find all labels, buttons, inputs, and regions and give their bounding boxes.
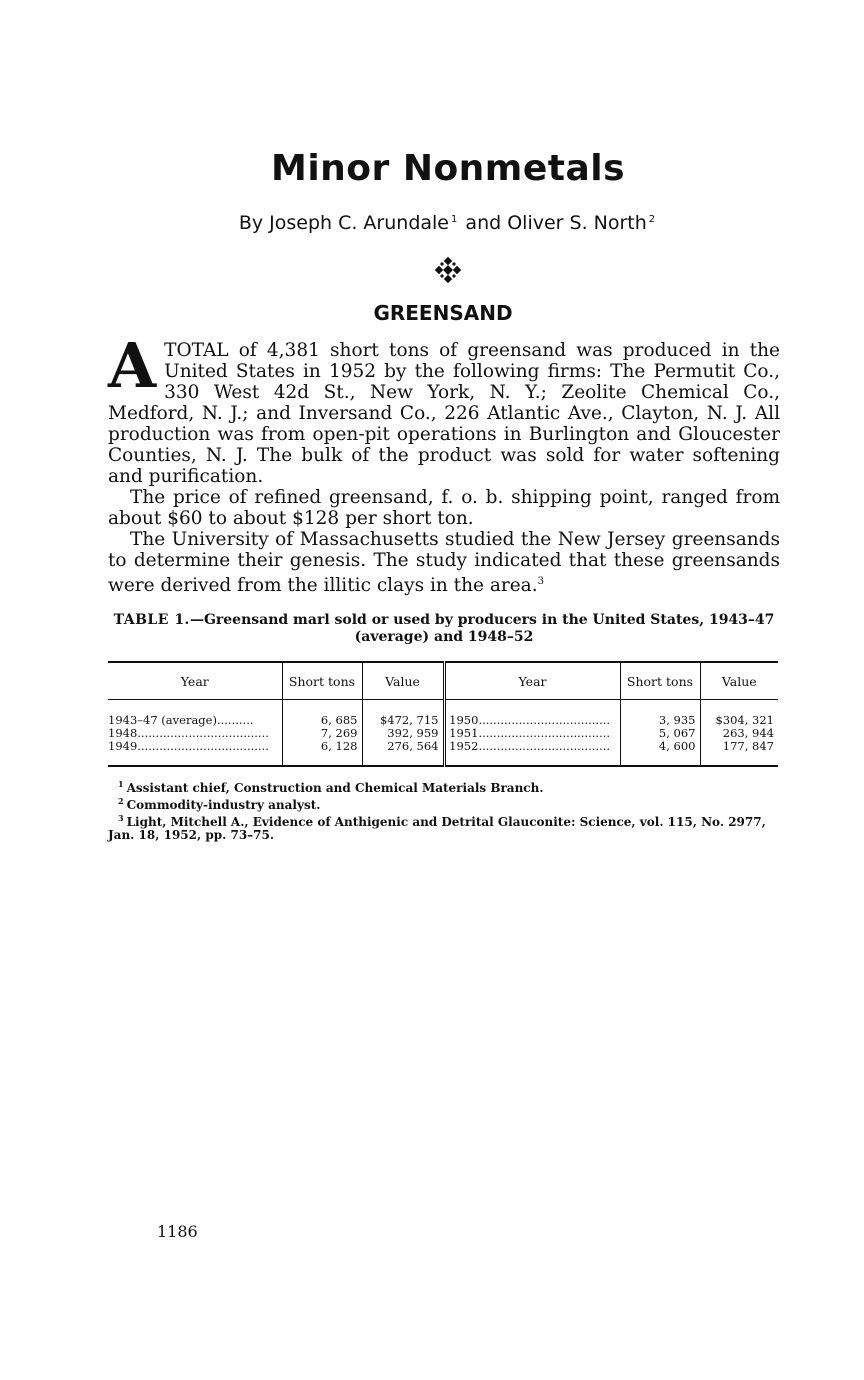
value-cell: 263, 944 [700,727,778,740]
value-cell: $304, 321 [700,700,778,728]
page-number: 1186 [157,1222,198,1241]
year-cell: 1948.................................... [108,726,269,740]
paragraph-1-text: TOTAL of 4,381 short tons of greensand was produced in the United States in 1952 by the following firms: The Permutit Co., 330 West 42d St., New York, N. Y.; Zeolite Chemical Co., Medford, N. J.; and Inversand Co., 226 Atlantic Ave., Clayton, N. J. All production was from open-pit operations in Burlington and Gloucester Counties, N. J. The bulk of the product was sold for water softening and purification. [108,340,780,487]
paragraph-3 [108,529,780,596]
header-value: Value [700,662,778,700]
footnote-ref-2: 2 [648,213,656,225]
short-tons-cell: 6, 128 [282,740,362,766]
short-tons-cell: 6, 685 [282,700,362,728]
year-cell: 1951.................................... [444,727,620,740]
greensand-table [108,661,778,767]
header-short-tons: Short tons [620,662,700,700]
year-cell: 1952.................................... [444,740,620,766]
page-title: Minor Nonmetals [271,148,625,189]
byline-author-2: and Oliver S. North [465,212,647,234]
footnote-ref-1: 1 [451,213,458,225]
short-tons-cell: 3, 935 [620,700,700,728]
header-value: Value [362,662,444,700]
section-heading: GREENSAND [373,301,513,325]
value-cell: 177, 847 [700,740,778,766]
footnotes [108,778,780,842]
table-caption-text: —Greensand marl sold or used by producers in the United States, 1943–47 (average) and 1948–52 [189,612,775,645]
short-tons-cell: 4, 600 [620,740,700,766]
paragraph-1 [108,329,780,487]
body-text [108,329,780,597]
table-row [108,740,778,766]
ornament-icon [434,256,462,284]
footnote-1: $^1$ Assistant chief, Construction and Chemical Materials Branch. [118,779,544,795]
value-cell: $472, 715 [362,700,444,728]
footnote-2: $^2$ Commodity-industry analyst. [118,796,321,812]
byline [0,212,864,234]
paragraph-2: The price of refined greensand, f. o. b. shipping point, ranged from about $60 to about $128 per short ton. [108,487,780,529]
year-cell: 1949.................................... [108,739,269,753]
table-caption [108,612,780,646]
header-year: Year [108,662,282,700]
value-cell: 276, 564 [362,740,444,766]
byline-author-1: By Joseph C. Arundale [238,212,449,234]
paragraph-3-text: The University of Massachusetts studied the New Jersey greensands to determine their genesis. The study indicated that these greensands were derived from the illitic clays in the area. [108,529,780,597]
drop-cap: A [108,329,157,402]
table-header-row [108,662,778,700]
header-short-tons: Short tons [282,662,362,700]
footnote-ref-3: 3 [537,576,544,587]
year-cell: 1943–47 (average).......... [108,713,254,727]
year-cell: 1950.................................... [444,700,620,728]
short-tons-cell: 5, 067 [620,727,700,740]
header-year: Year [444,662,620,700]
short-tons-cell: 7, 269 [282,727,362,740]
value-cell: 392, 959 [362,727,444,740]
table-label: TABLE 1. [113,612,190,628]
footnote-3: $^3$ Light, Mitchell A., Evidence of Anthigenic and Detrital Glauconite: Science, vol. 115, No. 2977, Jan. 18, 1952, pp. 73–75. [108,813,766,842]
table-row [108,700,778,728]
